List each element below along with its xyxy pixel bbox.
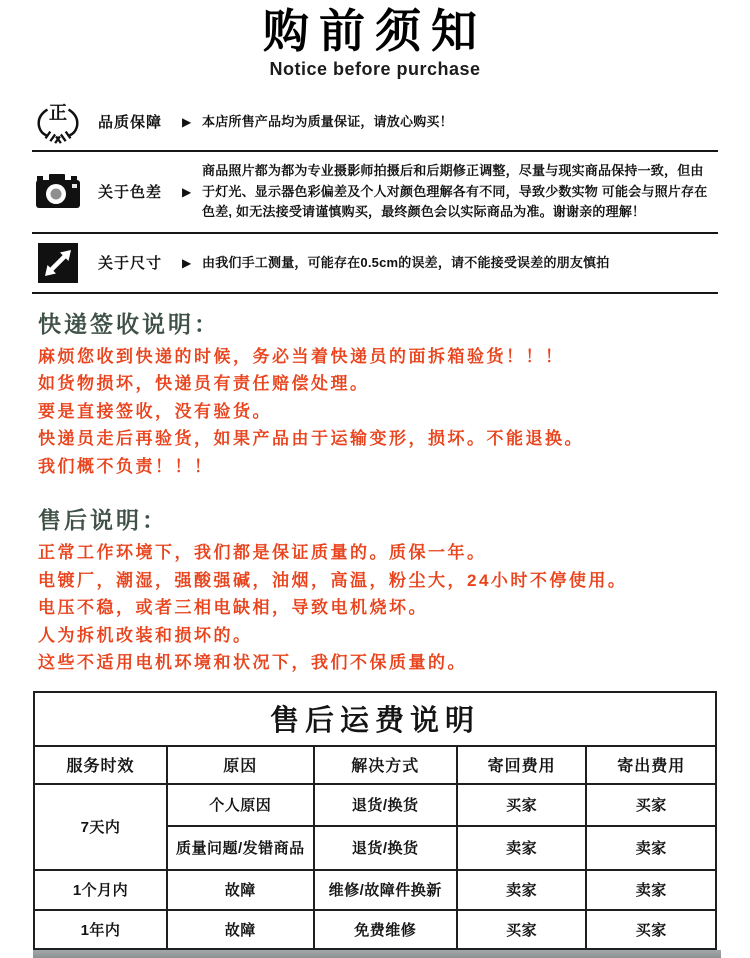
table-row <box>34 870 716 910</box>
table-bottom-shadow <box>33 950 721 958</box>
express-line: 如货物损坏，快递员有责任赔偿处理。 <box>38 374 370 394</box>
notice-text-size: 由我们手工测量，可能存在0.5cm的误差，请不能接受误差的朋友慎拍 <box>202 254 610 270</box>
table-row <box>34 910 716 949</box>
ruler-arrow-icon <box>32 242 84 284</box>
camera-icon <box>32 171 84 213</box>
express-line: 快递员走后再验货，如果产品由于运输变形，损坏。不能退换。 <box>38 429 584 449</box>
cell-send-fee: 买家 <box>586 910 716 949</box>
page-subtitle: Notice before purchase <box>269 58 481 79</box>
aftersales-section <box>38 502 750 677</box>
quality-hands-icon <box>32 99 84 145</box>
notice-row-color <box>32 152 718 234</box>
col-header-reason: 原因 <box>167 746 314 784</box>
col-header-return-fee: 寄回费用 <box>457 746 587 784</box>
col-header-service: 服务时效 <box>34 746 167 784</box>
notice-row-quality <box>32 94 718 152</box>
page-header <box>0 0 750 80</box>
aftersales-line: 电压不稳，或者三相电缺相，导致电机烧坏。 <box>38 598 428 618</box>
shipping-fee-table <box>33 691 717 950</box>
cell-send-fee: 卖家 <box>586 870 716 910</box>
cell-service-7days: 7天内 <box>34 784 167 870</box>
express-line: 麻烦您收到快递的时候，务必当着快递员的面拆箱验货！！！ <box>38 346 565 366</box>
arrow-icon: ▶ <box>182 255 192 270</box>
cell-return-fee: 买家 <box>457 910 587 949</box>
notice-label-quality: 品质保障 <box>98 114 163 132</box>
aftersales-heading: 售后说明： <box>38 507 168 534</box>
col-header-send-fee: 寄出费用 <box>586 746 716 784</box>
notice-label-color: 关于色差 <box>98 184 163 202</box>
arrow-icon: ▶ <box>182 114 192 129</box>
cell-reason: 故障 <box>167 870 314 910</box>
notice-list <box>32 94 718 294</box>
cell-solution: 免费维修 <box>314 910 457 949</box>
table-header-row <box>34 746 716 784</box>
cell-return-fee: 买家 <box>457 784 587 826</box>
cell-reason: 个人原因 <box>167 784 314 826</box>
notice-row-size <box>32 234 718 294</box>
table-title: 售后运费说明 <box>34 692 716 746</box>
page-title: 购前须知 <box>263 5 487 57</box>
cell-return-fee: 卖家 <box>457 826 587 870</box>
express-line: 要是直接签收，没有验货。 <box>38 401 272 421</box>
aftersales-line: 人为拆机改装和损坏的。 <box>38 625 253 645</box>
col-header-solution: 解决方式 <box>314 746 457 784</box>
cell-solution: 退货/换货 <box>314 826 457 870</box>
cell-return-fee: 卖家 <box>457 870 587 910</box>
aftersales-line: 这些不适用电机环境和状况下，我们不保质量的。 <box>38 653 467 673</box>
express-section <box>38 306 750 481</box>
notice-text-color: 商品照片都为都为专业摄影师拍摄后和后期修正调整，尽量与现实商品保持一致，但由于灯光、显示器色彩偏差及个人对颜色理解各有不同，导致少数实物 可能会与照片存在色差, 如无法接受请谨慎购买，最终颜色会以实际商品为准。谢谢亲的理解！ <box>202 163 708 219</box>
table-row <box>34 784 716 826</box>
express-heading: 快递签收说明： <box>38 310 220 337</box>
cell-send-fee: 买家 <box>586 784 716 826</box>
cell-reason: 质量问题/发错商品 <box>167 826 314 870</box>
cell-service-1year: 1年内 <box>34 910 167 949</box>
notice-label-size: 关于尺寸 <box>98 255 163 273</box>
arrow-icon: ▶ <box>182 184 192 199</box>
aftersales-line: 正常工作环境下，我们都是保证质量的。质保一年。 <box>38 543 487 563</box>
table-title-row <box>34 692 716 746</box>
cell-service-1month: 1个月内 <box>34 870 167 910</box>
notice-text-quality: 本店所售产品均为质量保证，请放心购买！ <box>202 113 453 129</box>
svg-text:正: 正 <box>48 102 68 124</box>
cell-solution: 维修/故障件换新 <box>314 870 457 910</box>
aftersales-line: 电镀厂，潮湿，强酸强碱，油烟，高温，粉尘大，24小时不停使用。 <box>38 570 628 590</box>
express-line: 我们概不负责！！！ <box>38 456 214 476</box>
cell-send-fee: 卖家 <box>586 826 716 870</box>
cell-reason: 故障 <box>167 910 314 949</box>
cell-solution: 退货/换货 <box>314 784 457 826</box>
